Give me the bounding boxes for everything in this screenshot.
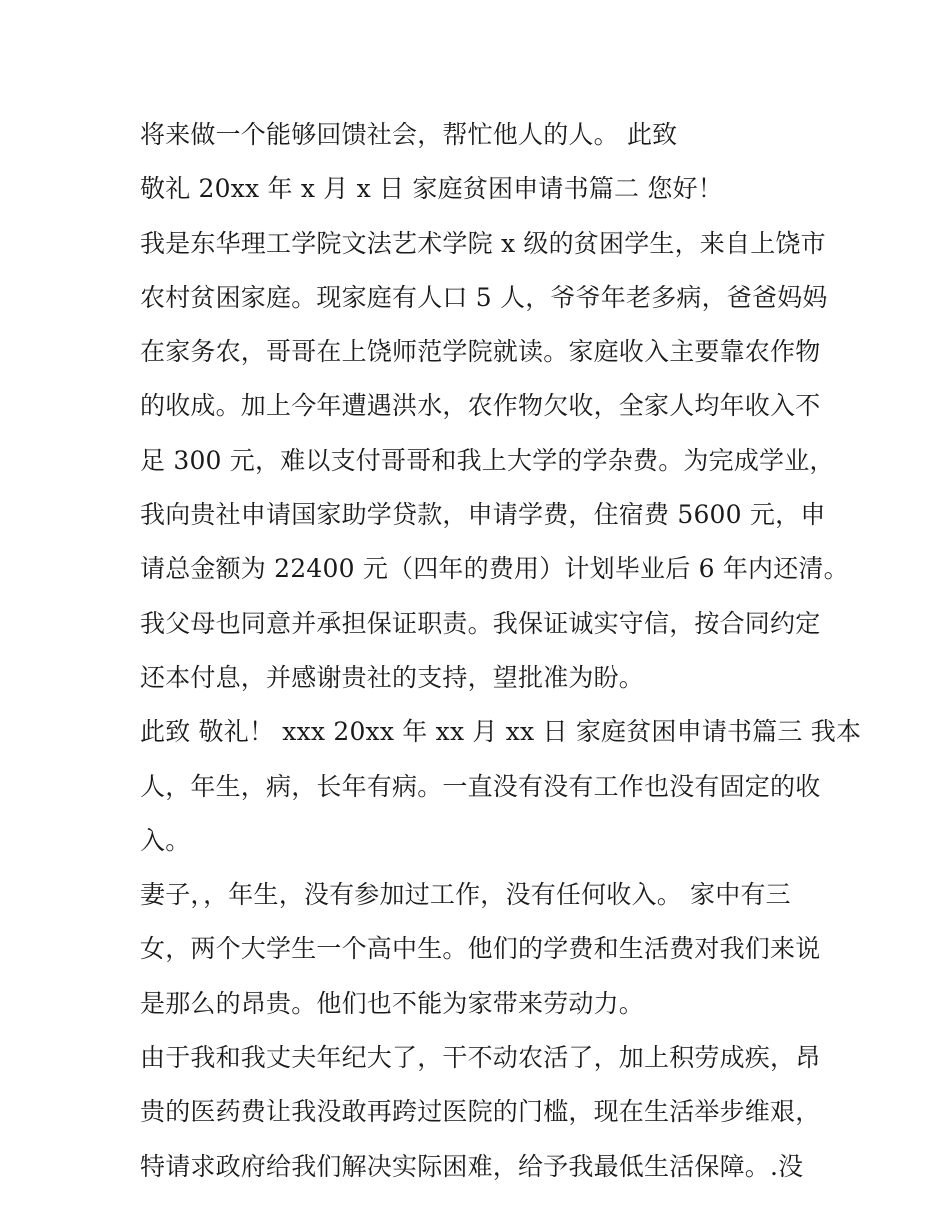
text-line: 贵的医药费让我没敢再跨过医院的门槛，现在生活举步维艰， [140,1097,821,1127]
text-line: 农村贫困家庭。现家庭有人口 5 人，爷爷年老多病，爸爸妈妈 [140,282,828,312]
text-line: 由于我和我丈夫年纪大了，干不动农活了，加上积劳成疾，昂 [140,1043,821,1073]
text-line: 在家务农，哥哥在上饶师范学院就读。家庭收入主要靠农作物 [140,337,821,367]
text-line: 请总金额为 22400 元（四年的费用）计划毕业后 6 年内还清。 [140,554,849,584]
text-line: 我是东华理工学院文法艺术学院 x 级的贫困学生，来自上饶市 [140,228,826,258]
text-line: 将来做一个能够回馈社会，帮忙他人的人。 此致 [140,120,678,149]
text-line: 我向贵社申请国家助学贷款，申请学费，住宿费 5600 元，申 [140,500,826,530]
text-line: 入。 [140,825,191,855]
document-body [140,108,862,1194]
text-line: 我父母也同意并承担保证职责。我保证诚实守信，按合同约定 [140,608,821,638]
text-line: 特请求政府给我们解决实际困难，给予我最低生活保障。.没 [140,1151,804,1181]
text-line: 此致 敬礼！ xxx 20xx 年 xx 月 xx 日 家庭贫困申请书篇三 我本 [140,717,862,747]
text-line: 的收成。加上今年遭遇洪水，农作物欠收，全家人均年收入不 [140,391,821,421]
text-line: 妻子，，年生，没有参加过工作，没有任何收入。 家中有三 [140,880,791,910]
text-line: 是那么的昂贵。他们也不能为家带来劳动力。 [140,988,645,1018]
text-line: 足 300 元，难以支付哥哥和我上大学的学杂费。为完成学业， [140,445,835,475]
text-line: 人，年生，病，长年有病。一直没有没有工作也没有固定的收 [140,771,821,801]
text-line: 还本付息，并感谢贵社的支持，望批准为盼。 [140,662,645,692]
text-line: 敬礼 20xx 年 x 月 x 日 家庭贫困申请书篇二 您好！ [140,174,723,204]
text-line: 女，两个大学生一个高中生。他们的学费和生活费对我们来说 [140,934,821,964]
